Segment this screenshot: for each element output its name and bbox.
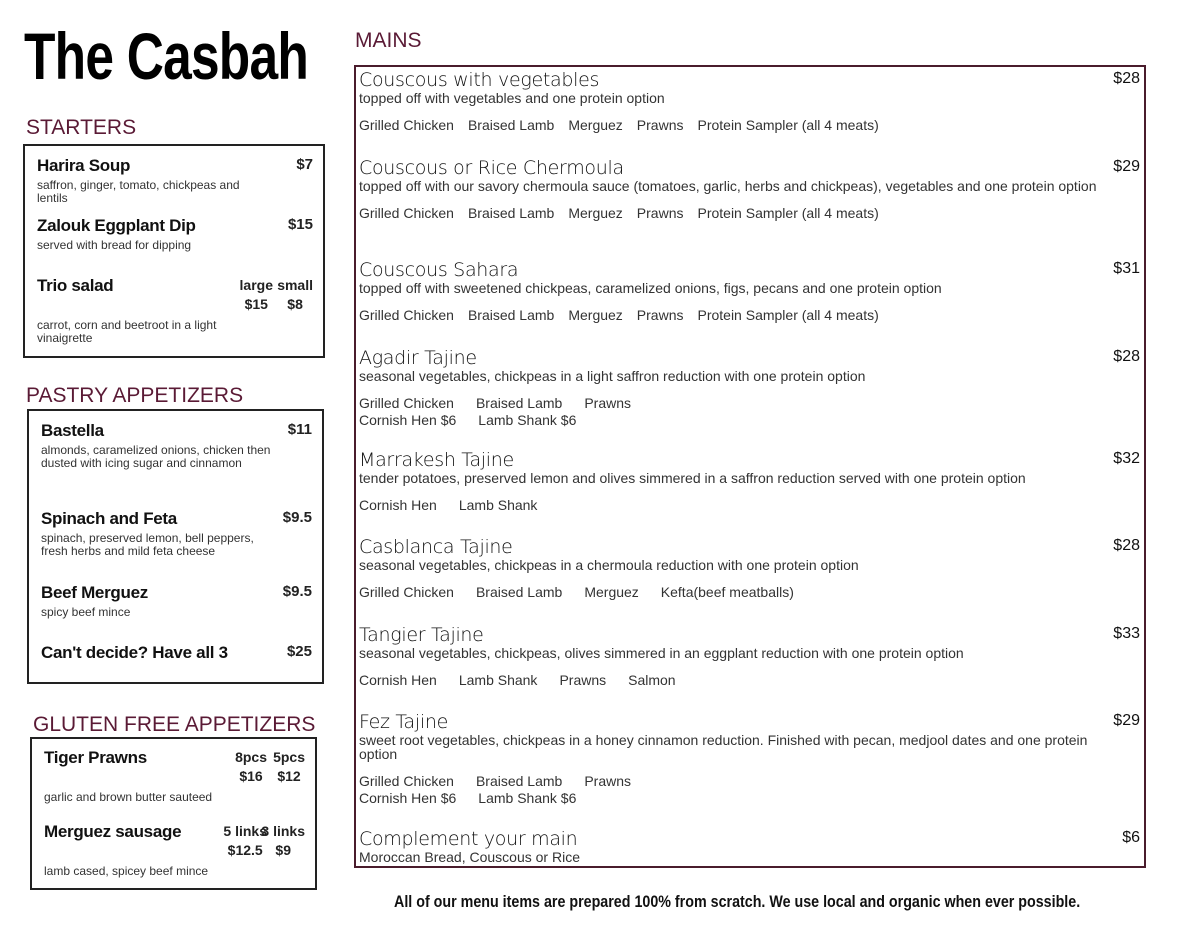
item-name: Zalouk Eggplant Dip [37, 216, 196, 235]
protein-option: Cornish Hen [359, 672, 437, 688]
item-name: Harira Soup [37, 156, 131, 175]
option-row [359, 497, 1140, 514]
item-description: spinach, preserved lemon, bell peppers, fresh herbs and mild feta cheese [41, 531, 254, 558]
size-price [240, 276, 273, 314]
protein-options [359, 307, 1140, 324]
main-description: topped off with sweetened chickpeas, caramelized onions, figs, pecans and one protein option [359, 280, 942, 296]
main-item [359, 624, 1140, 689]
main-name: Complement your main [359, 828, 578, 850]
item-price: $15 [287, 216, 313, 233]
protein-options [359, 497, 1140, 514]
protein-options [359, 672, 1140, 689]
main-description: tender potatoes, preserved lemon and olives simmered in a saffron reduction served with one protein option [359, 470, 1026, 486]
protein-option: Merguez [568, 307, 623, 323]
main-item [359, 259, 1140, 324]
item-price: $7 [296, 156, 313, 173]
option-row [359, 773, 1140, 790]
main-description: seasonal vegetables, chickpeas in a light saffron reduction with one protein option [359, 368, 866, 384]
option-row [359, 205, 1140, 222]
gluten-box [30, 737, 317, 890]
main-description: seasonal vegetables, chickpeas in a chermoula reduction with one protein option [359, 557, 859, 573]
menu-item [37, 156, 313, 205]
main-description: topped off with vegetables and one protein option [359, 90, 665, 106]
main-price: $29 [1113, 158, 1140, 175]
option-row [359, 412, 1140, 429]
size-price-value: $9 [275, 842, 291, 858]
main-item [359, 347, 1140, 429]
protein-option: Grilled Chicken [359, 117, 454, 133]
protein-option: Prawns [636, 205, 684, 221]
protein-option: Braised Lamb [467, 307, 555, 323]
protein-option: Braised Lamb [475, 773, 563, 789]
protein-option: Prawns [559, 672, 607, 688]
item-price: $9.5 [282, 509, 312, 526]
protein-option: Prawns [584, 395, 632, 411]
item-description: garlic and brown butter sauteed [44, 790, 213, 804]
protein-option: Protein Sampler (all 4 meats) [697, 307, 879, 323]
protein-options [359, 205, 1140, 222]
main-description: sweet root vegetables, chickpeas in a honey cinnamon reduction. Finished with pecan, medjool dates and one protein option [359, 732, 1088, 762]
main-name: Casblanca Tajine [359, 536, 513, 558]
pastry-heading: PASTRY APPETIZERS [26, 384, 244, 407]
item-description: lamb cased, spicey beef mince [44, 864, 209, 878]
main-item [359, 449, 1140, 514]
menu-item [41, 643, 312, 663]
protein-option: Prawns [636, 307, 684, 323]
main-price: $31 [1113, 260, 1140, 277]
menu-item [37, 276, 313, 345]
main-price: $28 [1113, 348, 1140, 365]
item-name: Beef Merguez [41, 583, 148, 602]
protein-option: Protein Sampler (all 4 meats) [697, 205, 879, 221]
size-label: 3 links [261, 823, 305, 839]
size-price-value: $12 [277, 768, 301, 784]
item-name: Can't decide? Have all 3 [41, 643, 228, 662]
item-description: carrot, corn and beetroot in a light vinaigrette [37, 318, 217, 345]
main-item [359, 536, 1140, 601]
item-name: Spinach and Feta [41, 509, 177, 528]
size-label: 5 links [223, 823, 267, 839]
item-price: $11 [287, 421, 312, 438]
menu-item [41, 421, 312, 470]
mains-box [354, 65, 1146, 868]
protein-option: Lamb Shank $6 [478, 412, 577, 428]
protein-options [359, 584, 1140, 601]
protein-option: Braised Lamb [467, 117, 555, 133]
protein-option: Grilled Chicken [359, 773, 454, 789]
protein-option: Salmon [628, 672, 676, 688]
gluten-heading: GLUTEN FREE APPETIZERS [33, 713, 316, 736]
size-label: large [239, 277, 273, 293]
size-label: 8pcs [235, 749, 267, 765]
option-row [359, 790, 1140, 807]
option-row [359, 307, 1140, 324]
main-price: $28 [1113, 70, 1140, 87]
footer-note: All of our menu items are prepared 100% from scratch. We use local and organic when ever possible. [394, 892, 1081, 911]
main-name: Couscous or Rice Chermoula [359, 157, 624, 179]
main-name: Couscous Sahara [359, 259, 519, 281]
menu-item [44, 748, 305, 804]
main-description: topped off with our savory chermoula sauce (tomatoes, garlic, herbs and chickpeas), vegetables and one protein option [359, 178, 1097, 194]
menu-item [44, 822, 305, 878]
option-row [359, 672, 1140, 689]
protein-option: Grilled Chicken [359, 307, 454, 323]
protein-option: Protein Sampler (all 4 meats) [697, 117, 879, 133]
protein-option: Lamb Shank [458, 497, 538, 513]
protein-option: Prawns [584, 773, 632, 789]
main-price: $6 [1122, 829, 1140, 846]
restaurant-title: The Casbah [24, 19, 308, 93]
protein-option: Grilled Chicken [359, 584, 454, 600]
main-price: $28 [1113, 537, 1140, 554]
main-description: Moroccan Bread, Couscous or Rice [359, 849, 580, 865]
main-item [359, 69, 1140, 134]
protein-option: Lamb Shank [458, 672, 538, 688]
size-price [277, 276, 313, 314]
size-price-value: $12.5 [227, 842, 263, 858]
size-price-value: $16 [239, 768, 263, 784]
main-name: Tangier Tajine [359, 624, 484, 646]
item-description: served with bread for dipping [37, 238, 192, 252]
item-name: Bastella [41, 421, 104, 440]
menu-item [37, 216, 313, 252]
main-item [359, 711, 1140, 807]
protein-option: Merguez [584, 584, 639, 600]
starters-heading: STARTERS [26, 116, 137, 139]
item-price: $25 [286, 643, 312, 660]
menu-item [41, 583, 312, 619]
protein-option: Merguez [568, 117, 623, 133]
option-row [359, 584, 1140, 601]
main-name: Marrakesh Tajine [359, 449, 514, 471]
size-label: small [277, 277, 313, 293]
protein-option: Grilled Chicken [359, 395, 454, 411]
option-row [359, 395, 1140, 412]
main-price: $33 [1113, 625, 1140, 642]
size-price [273, 748, 305, 786]
protein-option: Prawns [636, 117, 684, 133]
protein-options [359, 117, 1140, 134]
protein-option: Braised Lamb [467, 205, 555, 221]
main-item [359, 828, 1140, 864]
protein-option: Cornish Hen $6 [359, 790, 457, 806]
protein-option: Lamb Shank $6 [478, 790, 577, 806]
item-description: saffron, ginger, tomato, chickpeas and lentils [37, 178, 240, 205]
main-name: Couscous with vegetables [359, 69, 600, 91]
item-name: Merguez sausage [44, 822, 182, 841]
main-price: $29 [1113, 712, 1140, 729]
size-price [261, 822, 305, 860]
main-item [359, 157, 1140, 222]
size-price-value: $15 [244, 296, 268, 312]
protein-option: Braised Lamb [475, 584, 563, 600]
protein-option: Braised Lamb [475, 395, 563, 411]
mains-heading: MAINS [355, 29, 422, 52]
starters-box [23, 144, 325, 358]
main-description: seasonal vegetables, chickpeas, olives simmered in an eggplant reduction with one protein option [359, 645, 964, 661]
main-name: Agadir Tajine [359, 347, 477, 369]
size-label: 5pcs [273, 749, 305, 765]
size-price-value: $8 [287, 296, 303, 312]
item-name: Trio salad [37, 276, 114, 295]
item-description: spicy beef mince [41, 605, 131, 619]
item-description: almonds, caramelized onions, chicken then dusted with icing sugar and cinnamon [41, 443, 271, 470]
size-price [235, 748, 267, 786]
main-name: Fez Tajine [359, 711, 448, 733]
protein-options [359, 395, 1140, 429]
item-name: Tiger Prawns [44, 748, 147, 767]
protein-option: Grilled Chicken [359, 205, 454, 221]
menu-item [41, 509, 312, 558]
protein-option: Merguez [568, 205, 623, 221]
main-price: $32 [1113, 450, 1140, 467]
option-row [359, 117, 1140, 134]
protein-option: Cornish Hen [359, 497, 437, 513]
protein-option: Cornish Hen $6 [359, 412, 457, 428]
item-price: $9.5 [282, 583, 312, 600]
protein-options [359, 773, 1140, 807]
protein-option: Kefta(beef meatballs) [660, 584, 794, 600]
pastry-box [27, 409, 324, 684]
